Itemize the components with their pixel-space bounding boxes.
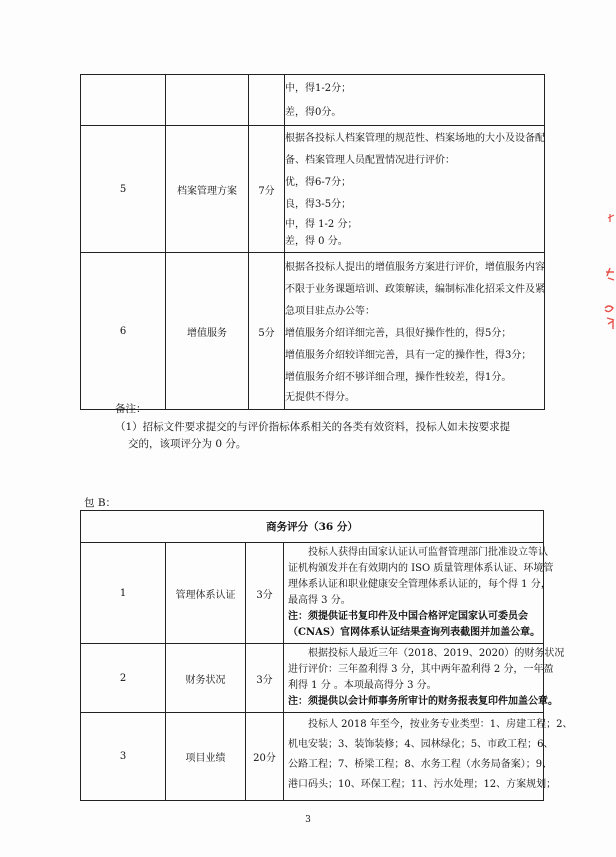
score-cell: 7分: [249, 126, 285, 253]
score-cell: 3分: [246, 543, 284, 644]
index-cell: [81, 75, 166, 126]
table-row: [81, 126, 545, 253]
criteria-line: 中，得1-2分；: [285, 82, 352, 94]
criteria-line: 机电安装；3、装饰装修；4、园林绿化；5、市政工程；6、: [288, 739, 554, 750]
criteria-line: 证机构颁发并在有效期内的 ISO 质量管理体系认证、环境管: [288, 563, 554, 574]
name-cell: 档案管理方案: [166, 126, 249, 253]
index-cell: 5: [81, 126, 166, 253]
criteria-line: 不限于业务课题培训、政策解读，编制标准化招采文件及紧: [285, 283, 545, 295]
score-cell: 5分: [249, 253, 285, 410]
criteria-line: 良，得3-5分；: [285, 199, 352, 210]
name-cell: [166, 75, 249, 126]
notes-block: [115, 401, 575, 454]
table-row: [81, 644, 544, 713]
score-cell: 20分: [246, 713, 284, 801]
scoring-table-b: [80, 510, 573, 801]
table-row: [81, 75, 545, 126]
criteria-note: 注：须提供证书复印件及中国合格评定国家认可委员会: [288, 611, 528, 622]
name-cell: 管理体系认证: [166, 543, 246, 644]
name-cell: 财务状况: [166, 644, 246, 713]
criteria-line: 优，得6-7分；: [285, 177, 352, 188]
criteria-line: 根据各投标人档案管理的规范性、档案场地的大小及设备配: [285, 133, 545, 144]
criteria-line: 公路工程；7、桥梁工程；8、水务工程（水务局备案）；9、: [288, 759, 553, 770]
criteria-cell: [285, 75, 545, 126]
criteria-line: 备、档案管理人员配置情况进行评价：: [285, 155, 455, 166]
seal-fragment-icon: [596, 210, 616, 350]
criteria-cell: [284, 543, 554, 644]
criteria-line: 投标人获得由国家认证认可监督管理部门批准设立等认: [308, 547, 548, 558]
criteria-line: 急项目驻点办公等：: [285, 305, 375, 317]
scoring-table-a: [80, 74, 545, 410]
criteria-note: （CNAS）官网体系认证结果查询列表截图并加盖公章。: [288, 627, 541, 638]
criteria-cell: [284, 644, 565, 713]
criteria-line: 差，得0分。: [285, 106, 342, 118]
criteria-line: 差，得 0 分。: [285, 236, 348, 247]
criteria-line: 增值服务介绍较详细完善，具有一定的操作性，得3分；: [285, 349, 532, 361]
table-row: [81, 713, 544, 801]
table-row: [81, 543, 544, 644]
index-cell: 6: [81, 253, 166, 410]
name-cell: 项目业绩: [166, 713, 246, 801]
criteria-cell: [285, 253, 545, 410]
name-cell: 增值服务: [166, 253, 249, 410]
package-label: 包 B：: [84, 497, 117, 509]
score-cell: 3分: [246, 644, 284, 713]
criteria-cell: [285, 126, 545, 253]
index-cell: 2: [81, 644, 166, 713]
criteria-line: 根据各投标人提出的增值服务方案进行评价，增值服务内容: [285, 261, 545, 273]
page-number: 3: [305, 815, 311, 825]
notes-line: 交的，该项评分为 0 分。: [128, 438, 247, 450]
criteria-line: 投标人 2018 年至今，按业务专业类型：1、房建工程；2、: [308, 719, 573, 730]
notes-title: 备注：: [115, 403, 147, 415]
criteria-cell: [284, 713, 573, 801]
criteria-note: 注：须提供以会计师事务所审计的财务报表复印件加盖公章。: [288, 696, 558, 707]
criteria-line: 理体系认证和职业健康安全管理体系认证的，每个得 1 分，: [288, 579, 551, 590]
criteria-line: 最高得 3 分。: [288, 595, 351, 606]
criteria-line: 根据投标人最近三年（2018、2019、2020）的财务状况: [308, 648, 565, 659]
table-row: [81, 511, 544, 543]
index-cell: 3: [81, 713, 166, 801]
criteria-line: 利得 1 分 。本项最高得分 3 分。: [288, 680, 437, 691]
table-header: 商务评分（36 分）: [81, 511, 544, 543]
criteria-line: 增值服务介绍详细完善，具很好操作性的，得5分；: [285, 327, 512, 339]
table-row: [81, 253, 545, 410]
criteria-line: 增值服务介绍不够详细合理，操作性较差，得1分。: [285, 371, 512, 383]
score-cell: [249, 75, 285, 126]
index-cell: 1: [81, 543, 166, 644]
criteria-line: 港口码头；10、环保工程；11、污水处理；12、方案规划；: [288, 779, 557, 790]
criteria-line: 中，得 1-2 分；: [285, 219, 358, 230]
criteria-line: 无提供不得分。: [285, 391, 355, 403]
notes-line: （1）招标文件要求提交的与评价指标体系相关的各类有效资料，投标人如未按要求提: [115, 420, 511, 433]
criteria-line: 进行评价：三年盈利得 3 分，其中两年盈利得 2 分，一年盈: [288, 664, 554, 675]
